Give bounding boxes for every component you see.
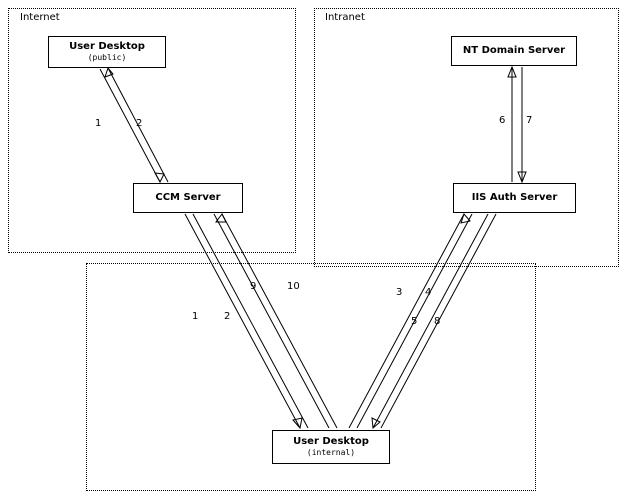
node-title: NT Domain Server (462, 45, 566, 56)
zone-intranet-label: Intranet (325, 12, 365, 23)
edge-label-3: 3 (396, 287, 403, 298)
edge-label-10: 10 (287, 281, 300, 292)
node-title: User Desktop (293, 436, 369, 447)
node-subtitle: (internal) (306, 448, 356, 457)
node-user-desktop-internal[interactable] (272, 430, 390, 464)
node-nt-domain-server[interactable] (451, 36, 577, 66)
edge-label-2-public: 2 (136, 118, 143, 129)
edge-label-9: 9 (250, 281, 257, 292)
edge-label-7: 7 (526, 115, 533, 126)
zone-internet-label: Internet (20, 12, 60, 23)
edge-label-1-public: 1 (95, 118, 102, 129)
edge-label-1-internal: 1 (192, 311, 199, 322)
node-ccm-server[interactable] (133, 183, 243, 213)
edge-label-2-internal: 2 (224, 311, 231, 322)
node-subtitle: (public) (87, 53, 127, 62)
node-iis-auth-server[interactable] (453, 183, 576, 213)
node-user-desktop-public[interactable] (48, 36, 166, 68)
node-title: IIS Auth Server (471, 192, 558, 203)
edge-label-6: 6 (499, 115, 506, 126)
edge-label-4: 4 (425, 287, 432, 298)
node-title: User Desktop (69, 41, 145, 52)
edge-label-5: 5 (411, 316, 418, 327)
node-title: CCM Server (155, 192, 221, 203)
edge-label-8: 8 (434, 316, 441, 327)
